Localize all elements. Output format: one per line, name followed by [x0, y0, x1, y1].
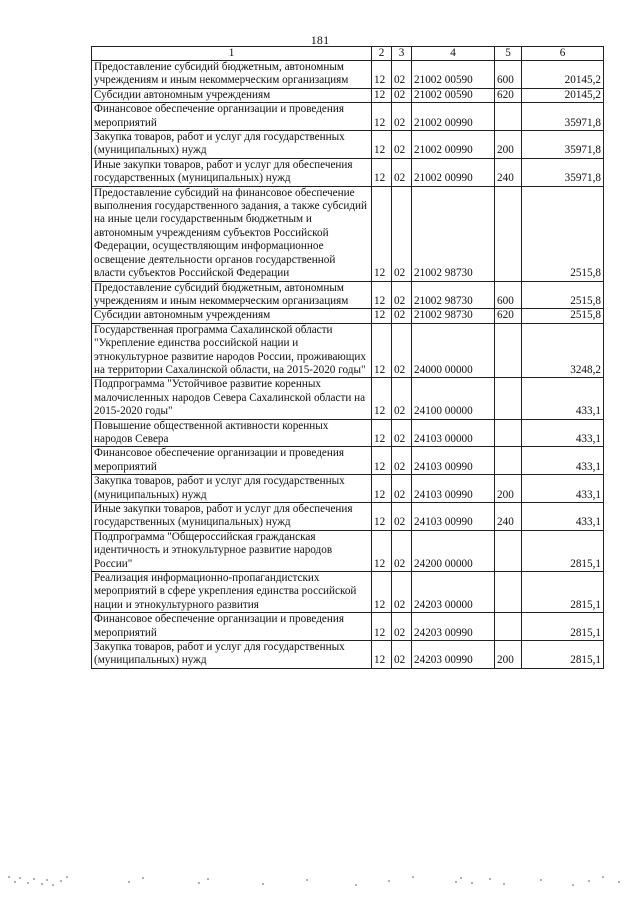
row-target-item-cell: 21002 98730 [412, 281, 495, 309]
table-row [92, 309, 604, 323]
table-row [92, 503, 604, 531]
row-amount-cell: 2515,8 [522, 281, 604, 309]
row-target-item-cell: 21002 00990 [412, 158, 495, 186]
scan-speck [262, 883, 264, 885]
row-section-cell: 12 [372, 281, 392, 309]
scan-speck [503, 883, 505, 885]
row-target-item-cell: 21002 98730 [412, 186, 495, 281]
row-amount-cell: 433,1 [522, 419, 604, 447]
scan-speck [198, 882, 200, 884]
row-name-cell: Иные закупки товаров, работ и услуг для обеспечения государственных (муниципальных) нужд [92, 158, 372, 186]
row-amount-cell: 20145,2 [522, 61, 604, 89]
row-expense-type-cell: 620 [495, 88, 522, 102]
page-number: 181 [310, 33, 330, 47]
table-row [92, 131, 604, 159]
scan-speck [41, 883, 43, 885]
row-expense-type-cell [495, 103, 522, 131]
scan-speck [460, 877, 462, 879]
row-subsection-cell: 02 [392, 186, 412, 281]
row-expense-type-cell: 240 [495, 503, 522, 531]
scan-speck [60, 880, 62, 882]
row-subsection-cell: 02 [392, 475, 412, 503]
row-amount-cell: 2815,1 [522, 641, 604, 669]
table-body [92, 61, 604, 669]
row-subsection-cell: 02 [392, 131, 412, 159]
scan-speck [489, 878, 491, 880]
scan-speck [412, 876, 414, 878]
row-section-cell: 12 [372, 131, 392, 159]
row-amount-cell: 2515,8 [522, 186, 604, 281]
row-target-item-cell: 21002 00990 [412, 131, 495, 159]
row-section-cell: 12 [372, 186, 392, 281]
table-row [92, 186, 604, 281]
row-expense-type-cell [495, 378, 522, 419]
row-expense-type-cell: 200 [495, 131, 522, 159]
table-row [92, 88, 604, 102]
row-target-item-cell: 24103 00000 [412, 419, 495, 447]
row-subsection-cell: 02 [392, 281, 412, 309]
row-target-item-cell: 21002 00590 [412, 61, 495, 89]
row-amount-cell: 2815,1 [522, 613, 604, 641]
row-section-cell: 12 [372, 309, 392, 323]
scan-speck [306, 879, 308, 881]
row-section-cell: 12 [372, 323, 392, 378]
scan-speck [52, 884, 54, 886]
row-section-cell: 12 [372, 61, 392, 89]
scan-speck [27, 882, 29, 884]
row-section-cell: 12 [372, 378, 392, 419]
scan-speck [572, 884, 574, 886]
row-expense-type-cell: 200 [495, 475, 522, 503]
row-target-item-cell: 24103 00990 [412, 503, 495, 531]
row-target-item-cell: 24000 00000 [412, 323, 495, 378]
scan-speck [207, 878, 209, 880]
table-row [92, 281, 604, 309]
row-section-cell: 12 [372, 88, 392, 102]
row-name-cell: Субсидии автономным учреждениям [92, 309, 372, 323]
row-name-cell: Предоставление субсидий бюджетным, автономным учреждениям и иным некоммерческим организациям [92, 61, 372, 89]
row-name-cell: Закупка товаров, работ и услуг для государственных (муниципальных) нужд [92, 131, 372, 159]
row-expense-type-cell [495, 530, 522, 571]
table-row [92, 572, 604, 613]
col-header-subsection: 3 [392, 47, 412, 61]
table-row [92, 613, 604, 641]
row-expense-type-cell: 600 [495, 281, 522, 309]
row-subsection-cell: 02 [392, 530, 412, 571]
row-name-cell: Финансовое обеспечение организации и проведения мероприятий [92, 613, 372, 641]
row-subsection-cell: 02 [392, 309, 412, 323]
row-target-item-cell: 24200 00000 [412, 530, 495, 571]
row-section-cell: 12 [372, 572, 392, 613]
scan-speck [142, 877, 144, 879]
row-name-cell: Субсидии автономным учреждениям [92, 88, 372, 102]
row-section-cell: 12 [372, 158, 392, 186]
row-expense-type-cell: 240 [495, 158, 522, 186]
row-expense-type-cell [495, 613, 522, 641]
table-row [92, 641, 604, 669]
scan-speck [602, 876, 604, 878]
row-section-cell: 12 [372, 641, 392, 669]
row-amount-cell: 3248,2 [522, 323, 604, 378]
row-name-cell: Финансовое обеспечение организации и проведения мероприятий [92, 103, 372, 131]
row-subsection-cell: 02 [392, 323, 412, 378]
row-name-cell: Подпрограмма "Общероссийская гражданская идентичность и этнокультурное развитие народов России" [92, 530, 372, 571]
scan-speck [540, 879, 542, 881]
col-header-name: 1 [92, 47, 372, 61]
row-amount-cell: 433,1 [522, 378, 604, 419]
row-target-item-cell: 24103 00990 [412, 447, 495, 475]
row-subsection-cell: 02 [392, 503, 412, 531]
row-name-cell: Финансовое обеспечение организации и проведения мероприятий [92, 447, 372, 475]
row-name-cell: Закупка товаров, работ и услуг для государственных (муниципальных) нужд [92, 475, 372, 503]
table-row [92, 530, 604, 571]
row-amount-cell: 433,1 [522, 503, 604, 531]
row-expense-type-cell [495, 419, 522, 447]
table-row [92, 419, 604, 447]
col-header-section: 2 [372, 47, 392, 61]
row-subsection-cell: 02 [392, 419, 412, 447]
column-number-row [92, 47, 604, 61]
row-section-cell: 12 [372, 530, 392, 571]
row-expense-type-cell: 200 [495, 641, 522, 669]
row-amount-cell: 35971,8 [522, 103, 604, 131]
row-name-cell: Подпрограмма "Устойчивое развитие коренных малочисленных народов Севера Сахалинской области на 2015-2020 годы" [92, 378, 372, 419]
row-target-item-cell: 24203 00000 [412, 572, 495, 613]
row-amount-cell: 2815,1 [522, 572, 604, 613]
row-name-cell: Предоставление субсидий бюджетным, автономным учреждениям и иным некоммерческим организациям [92, 281, 372, 309]
row-target-item-cell: 21002 98730 [412, 309, 495, 323]
row-subsection-cell: 02 [392, 88, 412, 102]
row-expense-type-cell [495, 186, 522, 281]
row-amount-cell: 433,1 [522, 475, 604, 503]
row-section-cell: 12 [372, 475, 392, 503]
scan-speck [455, 881, 457, 883]
scan-speck [8, 876, 10, 878]
row-subsection-cell: 02 [392, 447, 412, 475]
row-expense-type-cell [495, 323, 522, 378]
row-name-cell: Повышение общественной активности коренных народов Севера [92, 419, 372, 447]
row-section-cell: 12 [372, 503, 392, 531]
row-name-cell: Закупка товаров, работ и услуг для государственных (муниципальных) нужд [92, 641, 372, 669]
row-target-item-cell: 24103 00990 [412, 475, 495, 503]
row-target-item-cell: 21002 00990 [412, 103, 495, 131]
row-target-item-cell: 21002 00590 [412, 88, 495, 102]
row-name-cell: Реализация информационно-пропагандистских мероприятий в сфере укрепления единства российской нации и этнокультурного развития [92, 572, 372, 613]
table-row [92, 323, 604, 378]
row-section-cell: 12 [372, 447, 392, 475]
scan-speck [128, 881, 130, 883]
table-row [92, 447, 604, 475]
scan-speck [388, 880, 390, 882]
table-row [92, 475, 604, 503]
row-name-cell: Иные закупки товаров, работ и услуг для обеспечения государственных (муниципальных) нужд [92, 503, 372, 531]
row-subsection-cell: 02 [392, 103, 412, 131]
table-row [92, 378, 604, 419]
row-subsection-cell: 02 [392, 572, 412, 613]
row-expense-type-cell: 600 [495, 61, 522, 89]
row-expense-type-cell: 620 [495, 309, 522, 323]
row-subsection-cell: 02 [392, 641, 412, 669]
col-header-amount: 6 [522, 47, 604, 61]
row-amount-cell: 2515,8 [522, 309, 604, 323]
row-name-cell: Государственная программа Сахалинской области "Укрепление единства российской нации и этнокультурное развитие народов России, проживающих на территории Сахалинской области, на 2015-2020 годы" [92, 323, 372, 378]
scan-speck [33, 878, 35, 880]
row-amount-cell: 2815,1 [522, 530, 604, 571]
row-amount-cell: 35971,8 [522, 131, 604, 159]
table-row [92, 158, 604, 186]
col-header-expense-type: 5 [495, 47, 522, 61]
row-target-item-cell: 24100 00000 [412, 378, 495, 419]
scan-speck [14, 881, 16, 883]
row-amount-cell: 35971,8 [522, 158, 604, 186]
row-section-cell: 12 [372, 103, 392, 131]
row-subsection-cell: 02 [392, 158, 412, 186]
row-subsection-cell: 02 [392, 378, 412, 419]
table-row [92, 61, 604, 89]
scan-speck [588, 880, 590, 882]
row-amount-cell: 433,1 [522, 447, 604, 475]
scan-speck [355, 884, 357, 886]
row-section-cell: 12 [372, 613, 392, 641]
scan-speck [471, 882, 473, 884]
row-subsection-cell: 02 [392, 613, 412, 641]
row-target-item-cell: 24203 00990 [412, 641, 495, 669]
budget-table [91, 46, 604, 669]
row-section-cell: 12 [372, 419, 392, 447]
scan-speck [19, 877, 21, 879]
scan-noise [0, 876, 640, 890]
scan-speck [618, 881, 620, 883]
row-name-cell: Предоставление субсидий на финансовое обеспечение выполнения государственного задания, а также субсидий на иные цели государственным бюджетным и автономным учреждениям субъектов Российской Федерации, осуществляющим информационное освещение деятельности органов государственной власти субъектов Российской Федерации [92, 186, 372, 281]
col-header-target-item: 4 [412, 47, 495, 61]
row-expense-type-cell [495, 447, 522, 475]
row-subsection-cell: 02 [392, 61, 412, 89]
row-amount-cell: 20145,2 [522, 88, 604, 102]
scan-speck [66, 876, 68, 878]
row-expense-type-cell [495, 572, 522, 613]
table-row [92, 103, 604, 131]
row-target-item-cell: 24203 00990 [412, 613, 495, 641]
scan-speck [46, 879, 48, 881]
